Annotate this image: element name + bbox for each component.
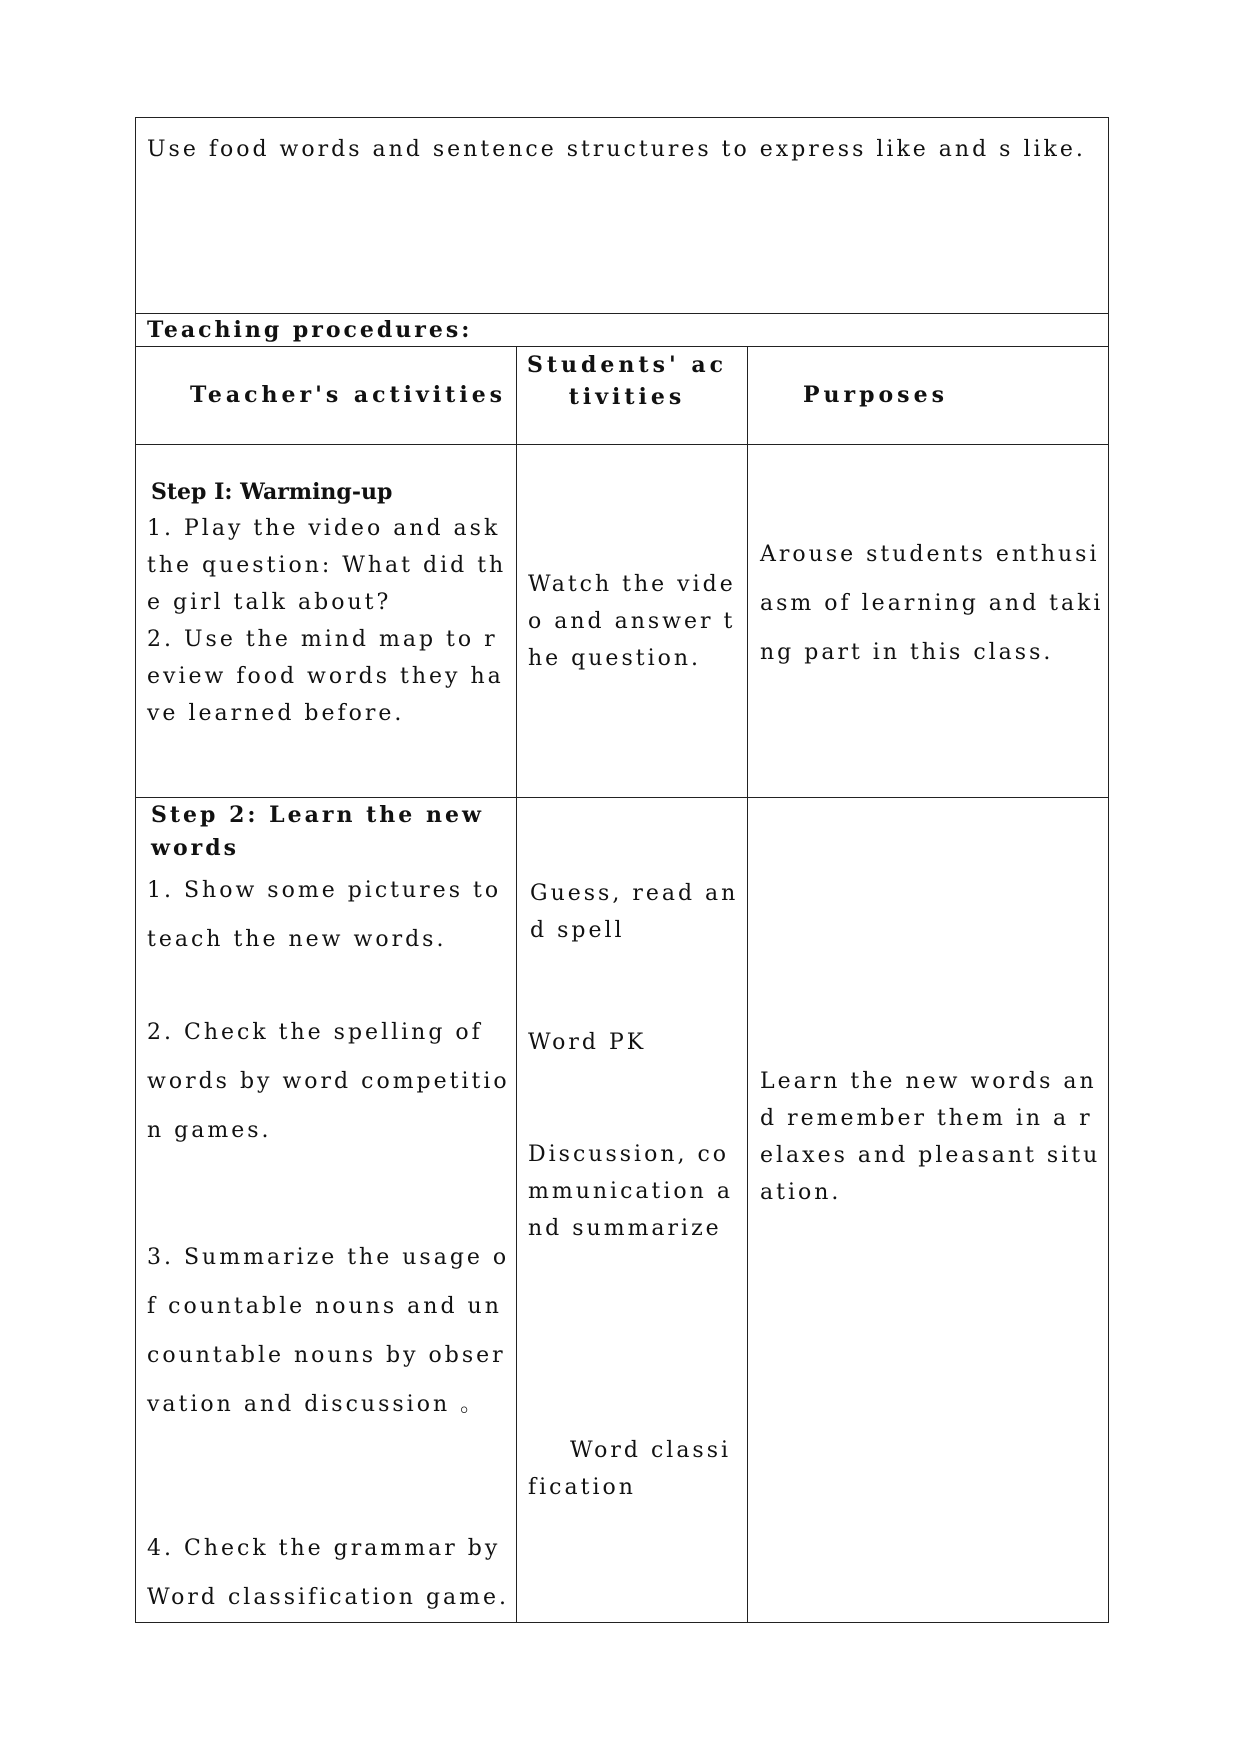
step1-teacher-activity-1: 1. Play the video and ask the question: What did the girl talk about? bbox=[147, 516, 507, 615]
step1-teacher-activity-2: 2. Use the mind map to review food words they have learned before. bbox=[147, 627, 504, 726]
column-divider-2 bbox=[747, 346, 748, 1623]
step2-title: Step 2: Learn the new words bbox=[151, 802, 484, 861]
step2-student-activity-4: Word classification bbox=[528, 1438, 732, 1500]
step2-teacher-activity-2: 2. Check the spelling of words by word competition games. bbox=[147, 1020, 510, 1143]
step2-purpose: Learn the new words and remember them in a relaxes and pleasant situation. bbox=[760, 1069, 1101, 1205]
step1-title: Step I: Warming-up bbox=[151, 479, 393, 505]
step2-teacher-activity-3: 3. Summarize the usage of countable nouns and uncountable nouns by observation and discussion 。 bbox=[147, 1245, 510, 1417]
step2-teacher-activity-4: 4. Check the grammar by Word classification game. bbox=[147, 1536, 510, 1610]
column-divider-1 bbox=[516, 346, 517, 1623]
procedures-title: Teaching procedures: bbox=[147, 317, 473, 343]
step1-purpose: Arouse students enthusiasm of learning and taking part in this class. bbox=[760, 542, 1104, 665]
step2-student-activity-3: Discussion, communication and summarize bbox=[528, 1142, 733, 1241]
divider-after-header bbox=[135, 444, 1109, 445]
step2-student-activity-1: Guess, read and spell bbox=[530, 881, 739, 943]
column-header-teacher: Teacher's activities bbox=[190, 382, 507, 408]
column-header-purposes: Purposes bbox=[803, 382, 948, 408]
objective-text: Use food words and sentence structures to express like and s like. bbox=[147, 137, 1086, 162]
column-header-student: Students' activities bbox=[527, 352, 728, 410]
divider-after-step1 bbox=[135, 797, 1109, 798]
step1-student-activity: Watch the video and answer the question. bbox=[528, 572, 736, 671]
step2-teacher-activity-1: 1. Show some pictures to teach the new words. bbox=[147, 878, 502, 952]
step2-student-activity-2: Word PK bbox=[528, 1030, 647, 1055]
